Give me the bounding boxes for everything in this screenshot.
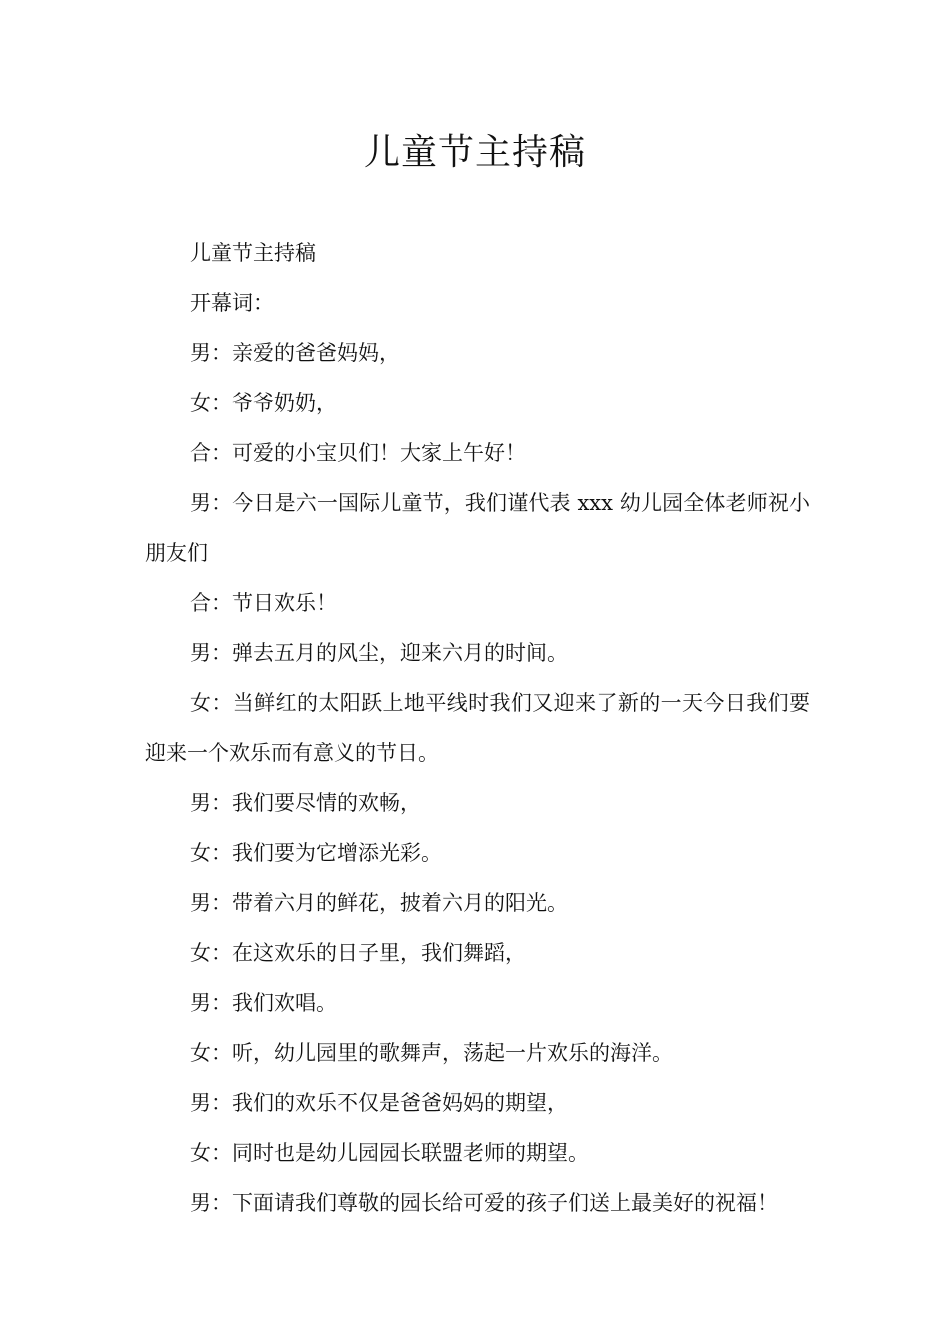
paragraph: 男：亲爱的爸爸妈妈，: [190, 341, 400, 365]
paragraph: 男：我们的欢乐不仅是爸爸妈妈的期望，: [190, 1091, 568, 1115]
paragraph: 男：下面请我们尊敬的园长给可爱的孩子们送上最美好的祝福！: [190, 1191, 778, 1215]
paragraph: 合：可爱的小宝贝们！大家上午好！: [190, 441, 526, 465]
paragraph: 男：弹去五月的风尘，迎来六月的时间。: [190, 641, 568, 665]
paragraph: 女：听，幼儿园里的歌舞声，荡起一片欢乐的海洋。: [190, 1041, 673, 1065]
paragraph: 女：同时也是幼儿园园长联盟老师的期望。: [190, 1141, 589, 1165]
paragraph: 男：我们欢唱。: [190, 991, 337, 1015]
paragraph: 儿童节主持稿: [190, 241, 316, 265]
paragraph: 女：爷爷奶奶，: [190, 391, 337, 415]
paragraph: 男：带着六月的鲜花，披着六月的阳光。: [190, 891, 568, 915]
paragraph: 女：当鲜红的太阳跃上地平线时我们又迎来了新的一天今日我们要迎来一个欢乐而有意义的节日。: [145, 691, 810, 765]
paragraph: 女：我们要为它增添光彩。: [190, 841, 442, 865]
paragraph: 男：今日是六一国际儿童节，我们谨代表 xxx 幼儿园全体老师祝小朋友们: [145, 491, 810, 565]
paragraph: 男：我们要尽情的欢畅，: [190, 791, 421, 815]
document-body: [145, 228, 810, 1228]
paragraph: 开幕词：: [190, 291, 274, 315]
paragraph: 合：节日欢乐！: [190, 591, 337, 615]
paragraph: 女：在这欢乐的日子里，我们舞蹈，: [190, 941, 526, 965]
page-title: 儿童节主持稿: [363, 132, 586, 173]
